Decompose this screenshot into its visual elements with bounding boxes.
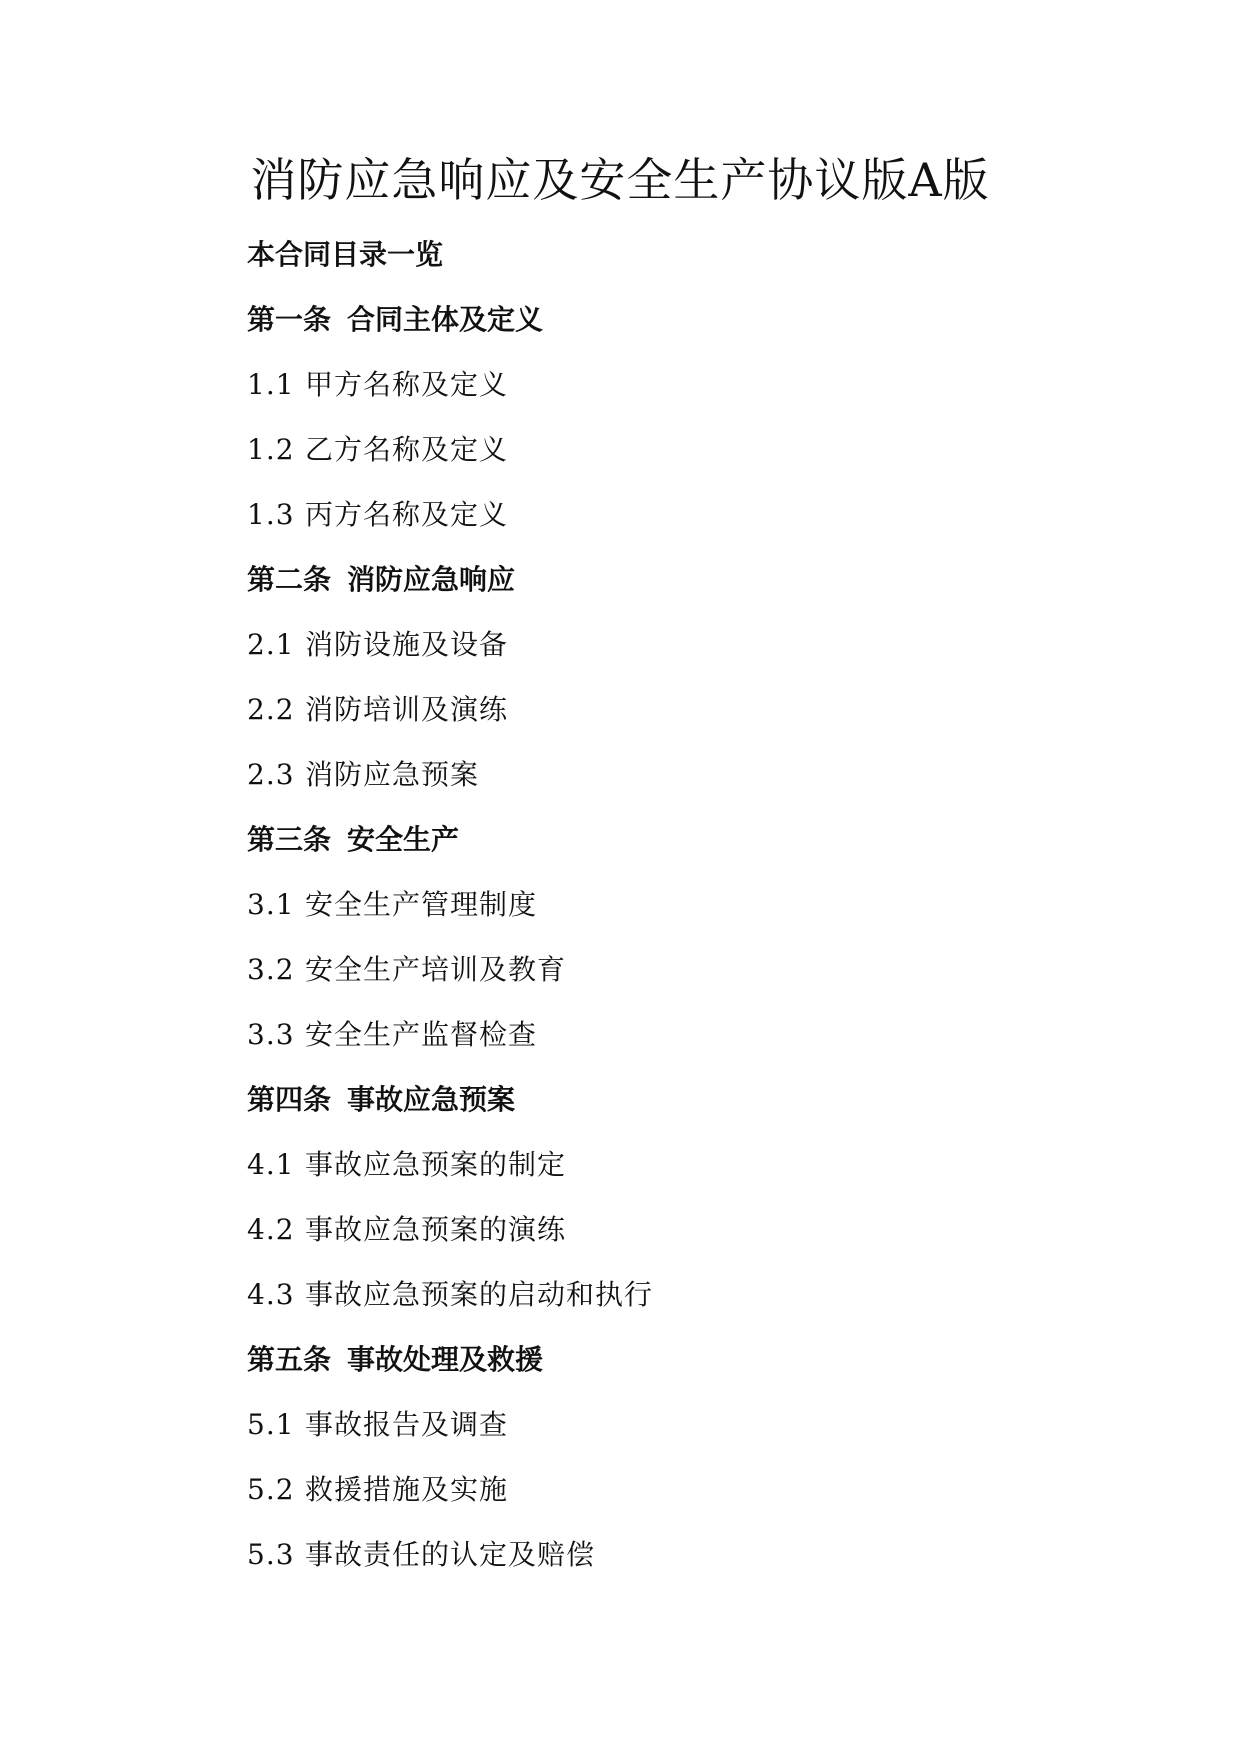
section-number: 1.1	[247, 368, 295, 401]
table-of-contents	[247, 222, 1147, 1587]
section-number: 4.3	[247, 1278, 295, 1311]
toc-section	[247, 1457, 1147, 1522]
section-title: 消防应急预案	[305, 758, 480, 791]
section-title: 救援措施及实施	[305, 1473, 509, 1506]
toc-article	[247, 1327, 1147, 1392]
article-number: 第五条	[247, 1343, 332, 1376]
toc-section	[247, 417, 1147, 482]
article-title: 事故应急预案	[347, 1083, 516, 1116]
toc-article	[247, 547, 1147, 612]
section-number: 4.2	[247, 1213, 295, 1246]
section-number: 3.3	[247, 1018, 295, 1051]
toc-article	[247, 287, 1147, 352]
toc-article	[247, 1067, 1147, 1132]
section-number: 1.2	[247, 433, 295, 466]
toc-section	[247, 1132, 1147, 1197]
toc-section	[247, 1197, 1147, 1262]
section-title: 事故报告及调查	[305, 1408, 509, 1441]
toc-section	[247, 612, 1147, 677]
section-title: 消防培训及演练	[305, 693, 509, 726]
toc-heading: 本合同目录一览	[247, 238, 444, 271]
section-number: 5.3	[247, 1538, 295, 1571]
toc-section	[247, 742, 1147, 807]
toc-section	[247, 677, 1147, 742]
article-title: 消防应急响应	[347, 563, 516, 596]
section-title: 事故应急预案的制定	[305, 1148, 567, 1181]
section-title: 安全生产监督检查	[305, 1018, 538, 1051]
toc-section	[247, 872, 1147, 937]
toc-section	[247, 1002, 1147, 1067]
section-number: 2.2	[247, 693, 295, 726]
section-title: 事故责任的认定及赔偿	[305, 1538, 596, 1571]
section-number: 3.1	[247, 888, 295, 921]
section-number: 5.2	[247, 1473, 295, 1506]
section-title: 甲方名称及定义	[305, 368, 509, 401]
section-number: 4.1	[247, 1148, 295, 1181]
article-number: 第一条	[247, 303, 332, 336]
toc-section	[247, 1392, 1147, 1457]
section-number: 3.2	[247, 953, 295, 986]
section-title: 乙方名称及定义	[305, 433, 509, 466]
section-title: 事故应急预案的演练	[305, 1213, 567, 1246]
toc-article	[247, 807, 1147, 872]
section-number: 5.1	[247, 1408, 295, 1441]
article-title: 安全生产	[347, 823, 460, 856]
toc-section	[247, 352, 1147, 417]
toc-section	[247, 937, 1147, 1002]
article-title: 事故处理及救援	[347, 1343, 544, 1376]
toc-section	[247, 482, 1147, 547]
section-title: 安全生产管理制度	[305, 888, 538, 921]
section-number: 2.3	[247, 758, 295, 791]
toc-section	[247, 1522, 1147, 1587]
document-title: 消防应急响应及安全生产协议版A版	[250, 153, 990, 207]
article-title: 合同主体及定义	[347, 303, 544, 336]
article-number: 第三条	[247, 823, 332, 856]
section-title: 安全生产培训及教育	[305, 953, 567, 986]
section-title: 丙方名称及定义	[305, 498, 509, 531]
section-title: 事故应急预案的启动和执行	[305, 1278, 654, 1311]
article-number: 第二条	[247, 563, 332, 596]
article-number: 第四条	[247, 1083, 332, 1116]
section-number: 1.3	[247, 498, 295, 531]
toc-section	[247, 1262, 1147, 1327]
section-title: 消防设施及设备	[305, 628, 509, 661]
section-number: 2.1	[247, 628, 295, 661]
